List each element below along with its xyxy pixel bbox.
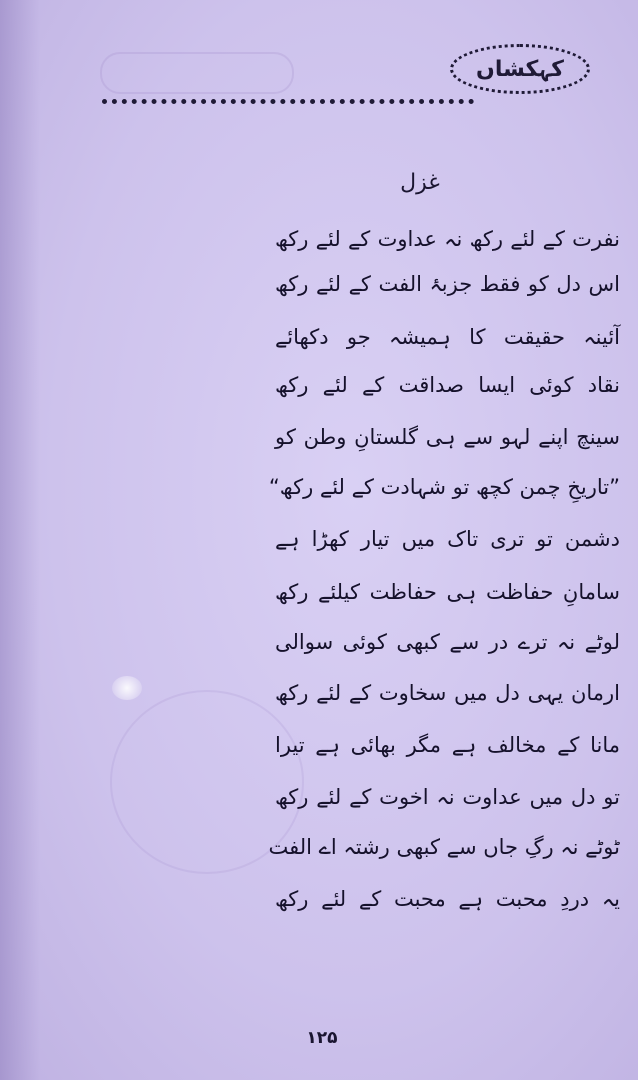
verse-line: یہ دردِ محبت ہے محبت کے لئے رکھ bbox=[275, 887, 620, 911]
verse-line: نقاد کوئی ایسا صداقت کے لئے رکھ bbox=[275, 373, 620, 397]
binding-shadow bbox=[0, 0, 40, 1080]
verse-line: دشمن تو تری تاک میں تیار کھڑا ہے bbox=[275, 527, 620, 551]
verse-line: مانا کے مخالف ہے مگر بھائی ہے تیرا bbox=[275, 733, 620, 757]
verse-line: نفرت کے لئے رکھ نہ عداوت کے لئے رکھ bbox=[275, 227, 620, 251]
verse-line: سامانِ حفاظت ہی حفاظت کیلئے رکھ bbox=[275, 580, 620, 604]
page-number: ۱۲۵ bbox=[306, 1028, 338, 1048]
verse-line: اس دل کو فقط جزبۂ الفت کے لئے رکھ bbox=[275, 272, 620, 296]
poem-title: غزل bbox=[400, 170, 440, 195]
verse-line: تو دل میں عداوت نہ اخوت کے لئے رکھ bbox=[275, 785, 620, 809]
bleed-through-header bbox=[100, 52, 294, 94]
light-glare bbox=[112, 676, 142, 700]
verse-line: لوٹے نہ ترے در سے کبھی کوئی سوالی bbox=[275, 630, 620, 654]
verse-line: ٹوٹے نہ رگِ جاں سے کبھی رشتہ اے الفت bbox=[268, 835, 620, 859]
book-title-emblem bbox=[450, 44, 590, 94]
verse-line: سینچ اپنے لہو سے ہی گلستانِ وطن کو bbox=[275, 425, 620, 449]
verse-line: ارمان یہی دل میں سخاوت کے لئے رکھ bbox=[275, 681, 620, 705]
emblem-text: کہکشاں bbox=[476, 56, 564, 82]
dotted-divider bbox=[102, 99, 474, 104]
verse-line: ”تاریخِ چمن کچھ تو شہادت کے لئے رکھ“ bbox=[268, 475, 620, 499]
verse-line: آئینہ حقیقت کا ہمیشہ جو دکھائے bbox=[275, 325, 620, 349]
